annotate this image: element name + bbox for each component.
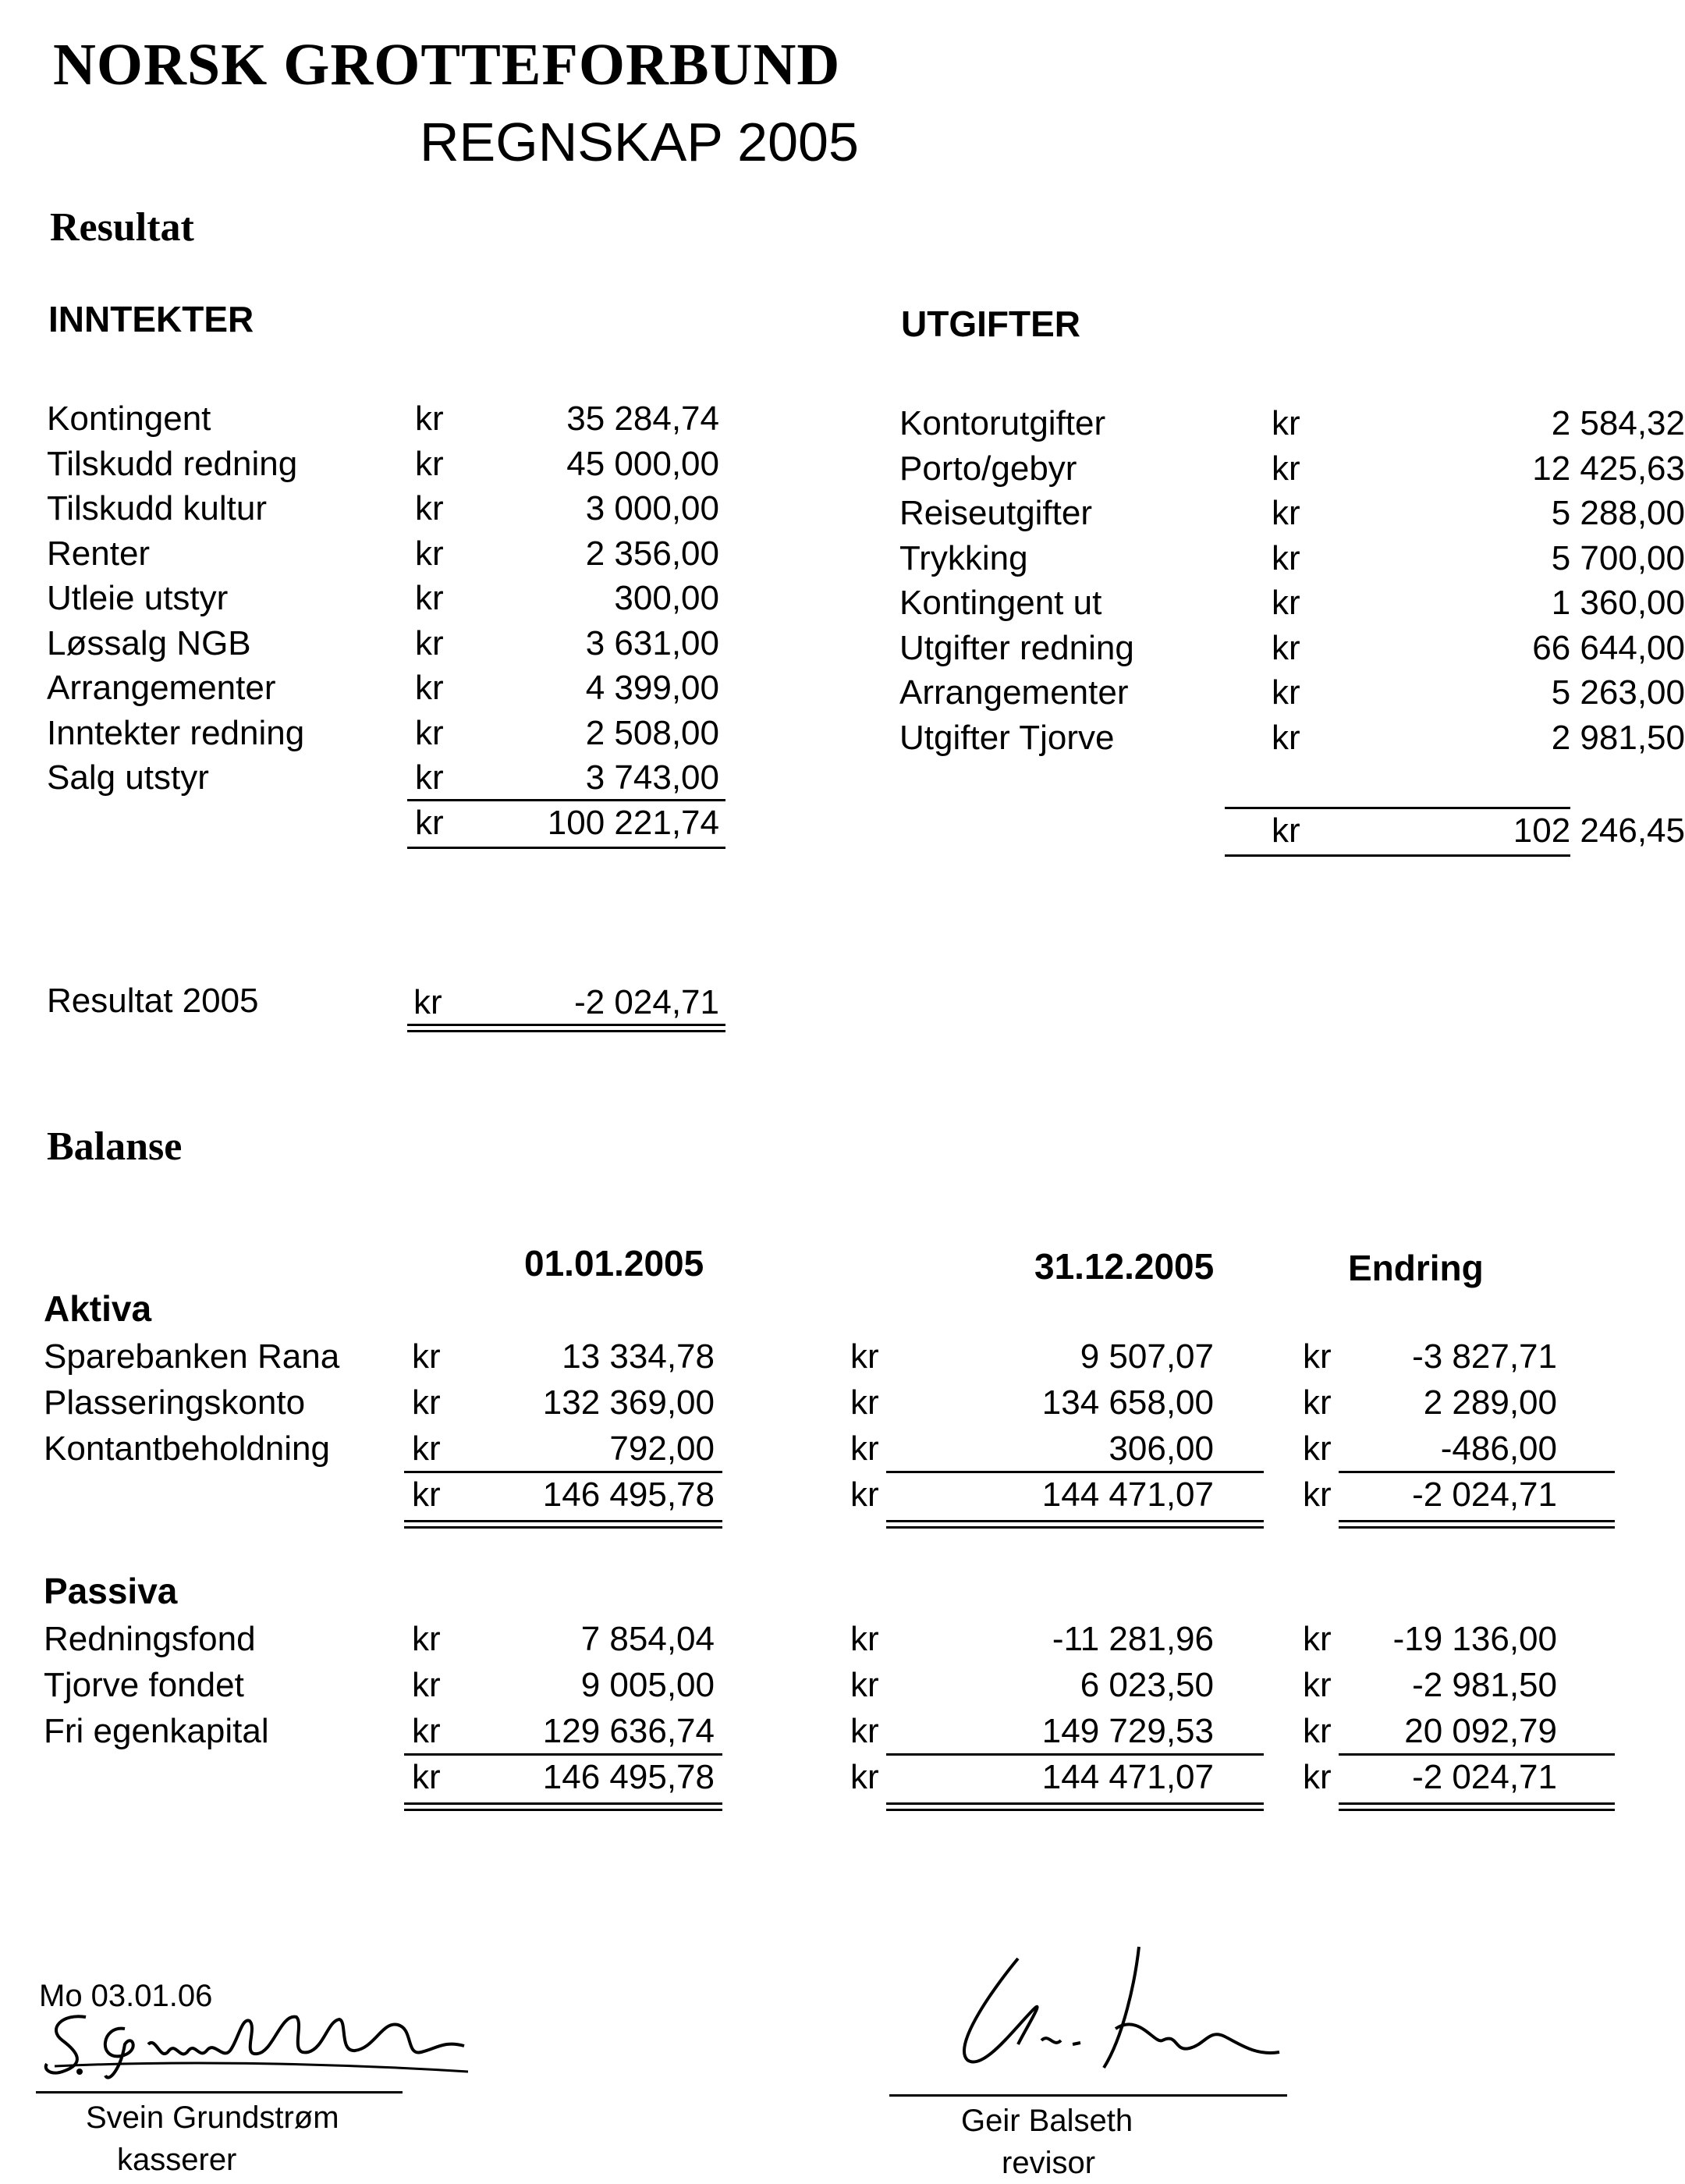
expenses-row-label: Porto/gebyr (899, 449, 1077, 488)
income-row-label: Renter (47, 534, 151, 573)
column-header-change: Endring (1348, 1248, 1484, 1288)
income-row-currency: kr (415, 400, 444, 438)
expenses-row-label: Reiseutgifter (899, 494, 1093, 532)
passiva-currency: kr (850, 1758, 879, 1796)
passiva-total-double-underline (1339, 1802, 1615, 1811)
signer1-name: Svein Grundstrøm (86, 2101, 339, 2135)
organization-title: NORSK GROTTEFORBUND (53, 32, 841, 98)
passiva-row-label: Tjorve fondet (44, 1666, 244, 1704)
document-title: REGNSKAP 2005 (420, 112, 859, 172)
aktiva-currency: kr (850, 1383, 879, 1422)
passiva-currency: kr (412, 1666, 441, 1704)
signer2-role: revisor (1002, 2146, 1096, 2180)
column-header-opening: 01.01.2005 (524, 1243, 704, 1284)
income-total-underline (407, 847, 725, 849)
income-row-label: Inntekter redning (47, 713, 305, 752)
expenses-row-amount: 12 425,63 (1532, 449, 1685, 488)
aktiva-value: 144 471,07 (1041, 1476, 1214, 1514)
signer1-role: kasserer (117, 2143, 237, 2177)
income-row-amount: 3 743,00 (585, 758, 719, 797)
aktiva-value: 9 507,07 (1080, 1337, 1214, 1376)
passiva-value: 6 023,50 (1080, 1666, 1214, 1704)
expenses-row-currency: kr (1272, 628, 1300, 667)
income-row-amount: 3 000,00 (585, 489, 719, 527)
income-row (47, 442, 733, 487)
income-row-label: Kontingent (47, 400, 211, 438)
expenses-row (899, 716, 1685, 761)
aktiva-total-row (44, 1472, 1573, 1518)
income-row-currency: kr (415, 623, 444, 662)
passiva-value: 144 471,07 (1041, 1758, 1214, 1796)
passiva-row-label: Redningsfond (44, 1620, 256, 1658)
signer2-name: Geir Balseth (961, 2104, 1133, 2138)
aktiva-row (44, 1426, 1573, 1472)
expenses-total-underline (1225, 854, 1570, 857)
aktiva-value: 13 334,78 (562, 1337, 715, 1376)
expenses-row-currency: kr (1272, 718, 1300, 757)
aktiva-total-double-underline (1339, 1520, 1615, 1529)
expenses-row-label: Utgifter redning (899, 628, 1134, 667)
passiva-value: 9 005,00 (580, 1666, 715, 1704)
income-row-amount: 3 631,00 (585, 623, 719, 662)
aktiva-value: 792,00 (609, 1429, 715, 1468)
aktiva-value: 2 289,00 (1423, 1383, 1557, 1422)
income-row-label: Utleie utstyr (47, 579, 229, 617)
signature-svein-grundstrom (31, 1998, 484, 2083)
expenses-row-label: Utgifter Tjorve (899, 718, 1115, 757)
aktiva-currency: kr (412, 1383, 441, 1422)
aktiva-currency: kr (850, 1429, 879, 1468)
expenses-row-amount: 5 288,00 (1551, 494, 1685, 532)
result-amount: -2 024,71 (574, 983, 719, 1021)
passiva-value: 146 495,78 (542, 1758, 715, 1796)
passiva-currency: kr (412, 1758, 441, 1796)
signature-line-right (889, 2094, 1287, 2097)
income-heading: INNTEKTER (48, 299, 254, 339)
aktiva-value: -3 827,71 (1412, 1337, 1557, 1376)
passiva-row (44, 1663, 1573, 1709)
passiva-value: -2 024,71 (1412, 1758, 1557, 1796)
passiva-row (44, 1709, 1573, 1755)
passiva-total-double-underline (886, 1802, 1264, 1811)
passiva-currency: kr (412, 1712, 441, 1750)
expenses-row (899, 536, 1685, 581)
aktiva-total-double-underline (886, 1520, 1264, 1529)
aktiva-row-label: Sparebanken Rana (44, 1337, 340, 1376)
aktiva-currency: kr (1303, 1337, 1332, 1376)
expenses-row (899, 491, 1685, 536)
expenses-row-label: Trykking (899, 538, 1028, 577)
passiva-total-double-underline (404, 1802, 722, 1811)
passiva-row-label: Fri egenkapital (44, 1712, 269, 1750)
aktiva-value: -486,00 (1440, 1429, 1557, 1468)
income-row-amount: 2 508,00 (585, 713, 719, 752)
column-header-closing: 31.12.2005 (1034, 1246, 1215, 1287)
aktiva-row-label: Plasseringskonto (44, 1383, 306, 1422)
expenses-row (899, 626, 1685, 671)
passiva-value: 149 729,53 (1041, 1712, 1214, 1750)
expenses-row (899, 581, 1685, 626)
income-row-currency: kr (415, 534, 444, 573)
expenses-row-label: Kontingent ut (899, 584, 1102, 622)
income-row (47, 531, 733, 577)
expenses-row (899, 401, 1685, 446)
expenses-row-currency: kr (1272, 673, 1300, 712)
expenses-total-row (899, 808, 1685, 854)
expenses-row (899, 446, 1685, 492)
aktiva-value: -2 024,71 (1412, 1476, 1557, 1514)
expenses-row-amount: 1 360,00 (1551, 584, 1685, 622)
aktiva-value: 134 658,00 (1041, 1383, 1214, 1422)
income-row-label: Salg utstyr (47, 758, 209, 797)
income-row (47, 755, 733, 801)
result-label: Resultat 2005 (47, 982, 259, 1020)
aktiva-heading: Aktiva (44, 1288, 152, 1329)
expenses-row-amount: 2 584,32 (1551, 404, 1685, 442)
result-currency: kr (413, 983, 442, 1021)
income-row-currency: kr (415, 489, 444, 527)
aktiva-currency: kr (412, 1476, 441, 1514)
passiva-value: 20 092,79 (1404, 1712, 1557, 1750)
section-heading-balanse: Balanse (47, 1124, 183, 1169)
aktiva-row-label: Kontantbeholdning (44, 1429, 330, 1468)
aktiva-currency: kr (1303, 1476, 1332, 1514)
section-heading-resultat: Resultat (50, 205, 194, 250)
expenses-row-label: Arrangementer (899, 673, 1129, 712)
income-row-label: Tilskudd kultur (47, 489, 268, 527)
passiva-value: -11 281,96 (1052, 1620, 1214, 1658)
income-row-amount: 35 284,74 (566, 400, 719, 438)
passiva-row (44, 1617, 1573, 1663)
income-row-label: Løssalg NGB (47, 623, 251, 662)
signature-geir-balseth (944, 1935, 1287, 2083)
aktiva-row (44, 1334, 1573, 1380)
passiva-currency: kr (850, 1666, 879, 1704)
expenses-row-currency: kr (1272, 494, 1300, 532)
aktiva-row (44, 1380, 1573, 1426)
passiva-currency: kr (412, 1620, 441, 1658)
expenses-row-currency: kr (1272, 449, 1300, 488)
income-row-label: Tilskudd redning (47, 444, 298, 483)
income-row (47, 486, 733, 531)
passiva-currency: kr (1303, 1666, 1332, 1704)
expenses-row-label: Kontorutgifter (899, 404, 1106, 442)
passiva-value: 129 636,74 (542, 1712, 715, 1750)
income-total-amount: 100 221,74 (547, 803, 719, 842)
expenses-row-amount: 66 644,00 (1532, 628, 1685, 667)
income-row-label: Arrangementer (47, 669, 276, 707)
expenses-total-amount: 102 246,45 (1513, 811, 1685, 850)
aktiva-value: 132 369,00 (542, 1383, 715, 1422)
income-row (47, 666, 733, 711)
income-row (47, 711, 733, 756)
income-total-row (47, 801, 733, 846)
passiva-currency: kr (1303, 1712, 1332, 1750)
passiva-currency: kr (1303, 1758, 1332, 1796)
expenses-row-amount: 2 981,50 (1551, 718, 1685, 757)
aktiva-currency: kr (850, 1476, 879, 1514)
aktiva-value: 146 495,78 (542, 1476, 715, 1514)
income-row-amount: 45 000,00 (566, 444, 719, 483)
passiva-value: 7 854,04 (580, 1620, 715, 1658)
income-row-currency: kr (415, 758, 444, 797)
expenses-total-currency: kr (1272, 811, 1300, 850)
aktiva-currency: kr (412, 1337, 441, 1376)
expenses-row (899, 670, 1685, 716)
result-double-underline (407, 1024, 725, 1032)
income-row-amount: 300,00 (614, 579, 719, 617)
expenses-row-amount: 5 700,00 (1551, 538, 1685, 577)
passiva-value: -2 981,50 (1412, 1666, 1557, 1704)
signature-line-left (36, 2091, 403, 2093)
passiva-total-row (44, 1755, 1573, 1801)
expenses-heading: UTGIFTER (901, 304, 1080, 344)
income-row-currency: kr (415, 444, 444, 483)
income-row-currency: kr (415, 579, 444, 617)
income-row (47, 621, 733, 666)
aktiva-currency: kr (1303, 1383, 1332, 1422)
passiva-currency: kr (850, 1712, 879, 1750)
expenses-row-amount: 5 263,00 (1551, 673, 1685, 712)
passiva-currency: kr (850, 1620, 879, 1658)
income-row-currency: kr (415, 713, 444, 752)
income-total-currency: kr (415, 803, 444, 842)
expenses-row-currency: kr (1272, 404, 1300, 442)
income-row (47, 576, 733, 621)
income-row-currency: kr (415, 669, 444, 707)
income-row (47, 396, 733, 442)
expenses-row-currency: kr (1272, 538, 1300, 577)
place-date: Mo 03.01.06 (39, 1979, 213, 2013)
passiva-heading: Passiva (44, 1571, 178, 1611)
aktiva-total-double-underline (404, 1520, 722, 1529)
income-row-amount: 2 356,00 (585, 534, 719, 573)
aktiva-currency: kr (412, 1429, 441, 1468)
aktiva-value: 306,00 (1109, 1429, 1214, 1468)
passiva-value: -19 136,00 (1392, 1620, 1557, 1658)
aktiva-currency: kr (1303, 1429, 1332, 1468)
expenses-row-currency: kr (1272, 584, 1300, 622)
income-row-amount: 4 399,00 (585, 669, 719, 707)
aktiva-currency: kr (850, 1337, 879, 1376)
passiva-currency: kr (1303, 1620, 1332, 1658)
